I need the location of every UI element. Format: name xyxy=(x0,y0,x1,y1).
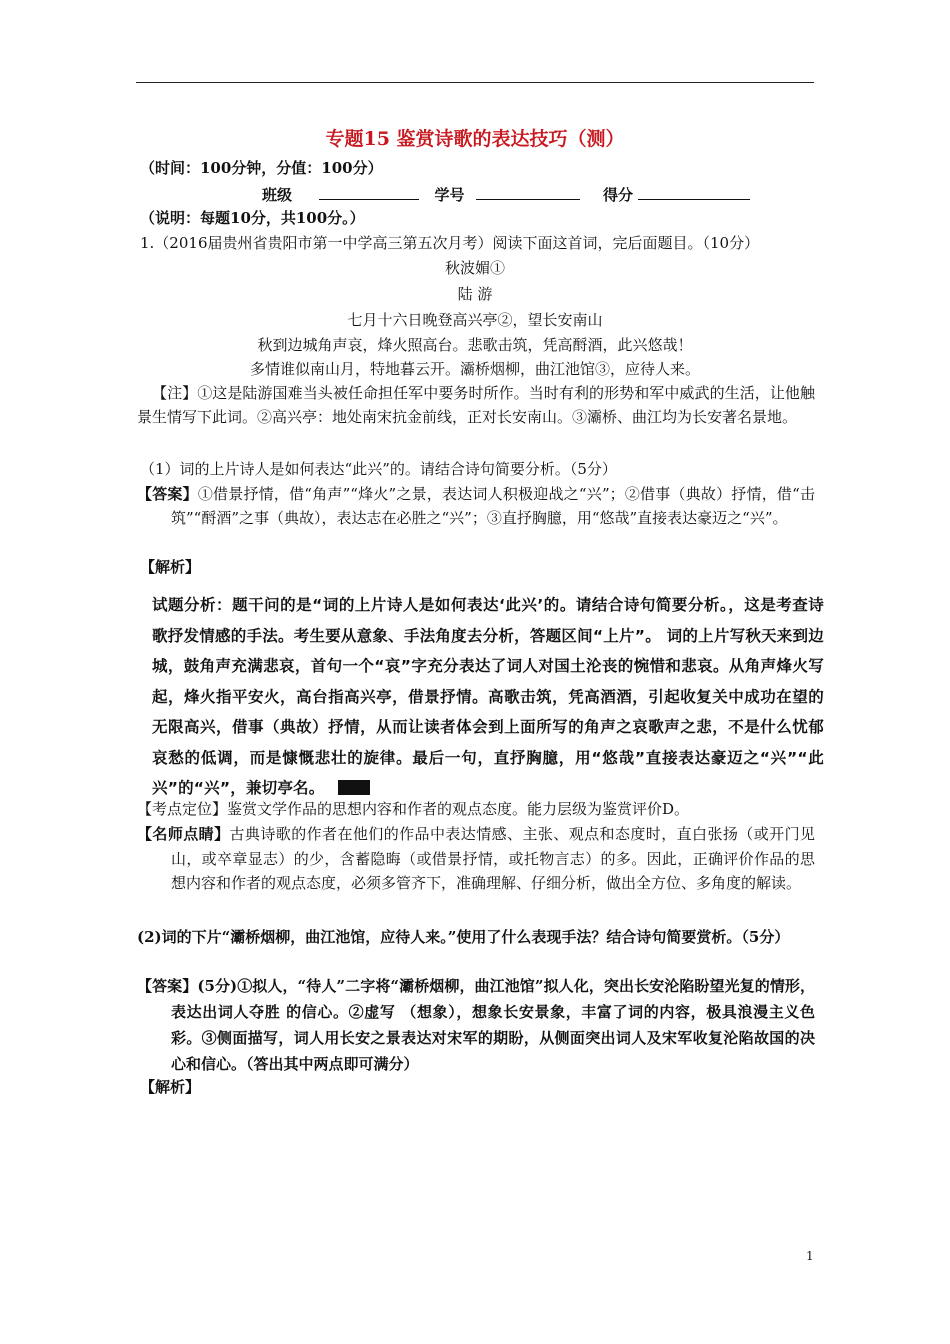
teacher-tip xyxy=(137,822,815,896)
poem-author: 陆 游 xyxy=(457,285,493,303)
answer-2-label: 【答案】 xyxy=(137,977,198,995)
answer-2-text: (5分)①拟人，“待人”二字将“灞桥烟柳，曲江池馆”拟人化，突出长安沦陷盼望光复的情形，表达出词人夺胜 的信心。②虚写 （想象），想象长安景象，丰富了词的内容，极具浪漫主义色彩。③侧面描写，词人用长安之景表达对宋军的期盼，从侧面突出词人及宋军收复沦陷故国的决心和信心。（答出其中两点即可满分） xyxy=(171,977,815,1073)
score-blank[interactable] xyxy=(638,184,750,200)
poem-title: 秋波媚① xyxy=(444,259,505,277)
question-1-intro: 1.（2016届贵州省贵阳市第一中学高三第五次月考）阅读下面这首词，完后面题目。（10分） xyxy=(140,234,760,252)
note-rule: （说明：每题10分，共100分。） xyxy=(140,209,365,227)
redaction-box xyxy=(338,780,370,795)
meta-time: （时间：100分钟，分值：100分） xyxy=(140,159,383,177)
info-fields-row xyxy=(262,184,750,205)
tip-text: 古典诗歌的作者在他们的作品中表达情感、主张、观点和态度时，直白张扬（或开门见山，或卒章显志）的少，含蓄隐晦（或借景抒情，或托物言志）的多。因此，正确评价作品的思想内容和作者的观点态度，必须多管齐下，准确理解、仔细分析，做出全方位、多角度的解读。 xyxy=(171,825,815,892)
class-label: 班级 xyxy=(262,186,293,204)
poem-preface: 七月十六日晚登高兴亭②，望长安南山 xyxy=(347,311,603,329)
sub-question-1-answer xyxy=(137,483,815,530)
tip-label: 【名师点睛】 xyxy=(137,825,230,843)
poem-line-1: 秋到边城角声哀，烽火照高台。悲歌击筑，凭高酹酒，此兴悠哉！ xyxy=(257,336,693,354)
analysis-label: 【解析】 xyxy=(140,558,201,576)
page-number: 1 xyxy=(806,1249,814,1263)
number-blank[interactable] xyxy=(476,184,580,200)
page-title: 专题15 鉴赏诗歌的表达技巧（测） xyxy=(325,128,625,150)
point-location xyxy=(137,798,815,822)
answer-label: 【答案】 xyxy=(137,485,198,503)
class-blank[interactable] xyxy=(319,184,419,200)
sub-question-1: （1）词的上片诗人是如何表达“此兴”的。请结合诗句简要分析。（5分） xyxy=(140,460,617,478)
poem-notes: 【注】①这是陆游国难当头被任命担任军中要务时所作。当时有利的形势和军中威武的生活，让他触景生情写下此词。②高兴亭：地处南宋抗金前线，正对长安南山。③灞桥、曲江均为长安著名景地。 xyxy=(137,384,815,426)
analysis-text-block xyxy=(152,590,824,804)
poem-line-2: 多情谁似南山月，特地暮云开。灞桥烟柳，曲江池馆③，应待人来。 xyxy=(249,360,700,378)
header-rule xyxy=(136,82,814,83)
sub-question-2: (2)词的下片“灞桥烟柳，曲江池馆，应待人来。”使用了什么表现手法？结合诗句简要赏析。（5分） xyxy=(137,928,790,946)
point-label: 【考点定位】 xyxy=(137,800,228,818)
answer-text: ①借景抒情，借“角声”“烽火”之景，表达词人积极迎战之“兴”；②借事（典故）抒情，借“击筑”“酹酒”之事（典故），表达志在必胜之“兴”；③直抒胸臆，用“悠哉”直接表达豪迈之“兴”。 xyxy=(171,485,815,527)
number-label: 学号 xyxy=(434,186,465,204)
analysis-text: 试题分析：题干问的是“词的上片诗人是如何表达‘此兴’的。请结合诗句简要分析。，这是考查诗歌抒发情感的手法。考生要从意象、手法角度去分析，答题区间“上片”。 词的上片写秋天来到边城，鼓角声充满悲哀，首句一个“哀”字充分表达了词人对国土沦丧的惋惜和悲哀。从角声烽火写起，烽火指平安火，高台指高兴亭，借景抒情。高歌击筑，凭高酒酒，引起收复关中成功在望的无限高兴，借事（典故）抒情，从而让读者体会到上面所写的角声之哀歌声之悲，不是什么忧郁哀愁的低调，而是慷慨悲壮的旋律。最后一句，直抒胸臆，用“悠哉”直接表达豪迈之“兴”“此兴”的“兴”，兼切亭名。 xyxy=(152,596,824,797)
analysis-2-label: 【解析】 xyxy=(140,1078,201,1096)
sub-question-2-answer xyxy=(137,973,815,1077)
point-text: 鉴赏文学作品的思想内容和作者的观点态度。能力层级为鉴赏评价D。 xyxy=(227,800,690,818)
score-label: 得分 xyxy=(602,186,633,204)
